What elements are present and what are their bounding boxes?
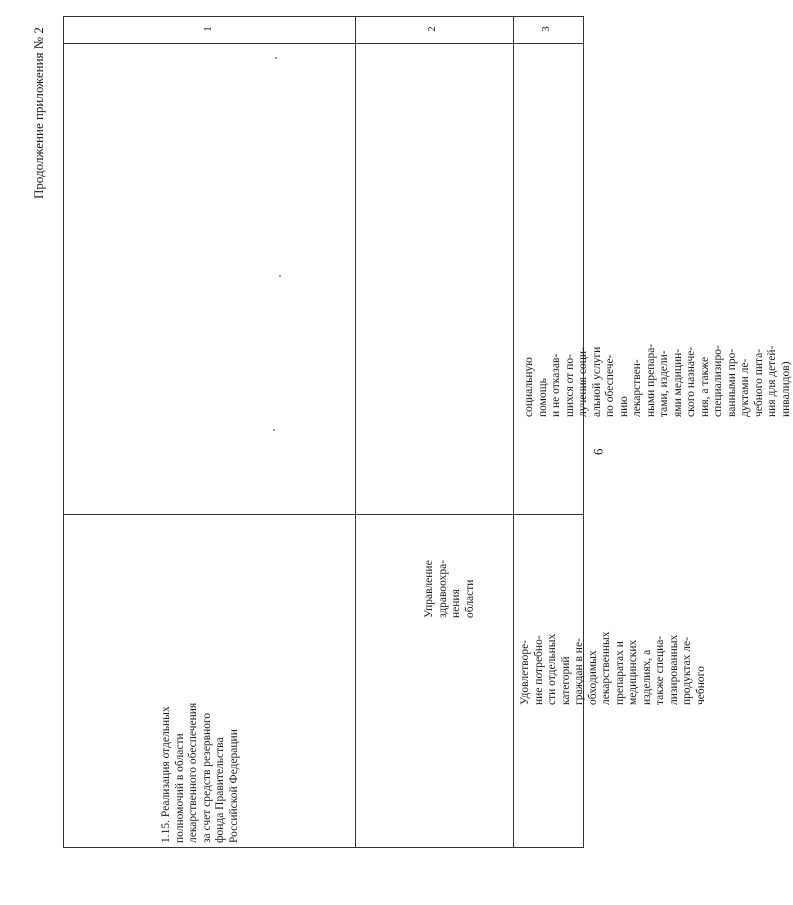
scan-speck — [275, 57, 277, 59]
column-separator — [513, 16, 514, 848]
row-separator — [63, 514, 583, 515]
column-header-2: 2 — [427, 26, 438, 32]
column-separator — [355, 16, 356, 848]
table-border-bottom — [63, 847, 583, 848]
header-row-separator — [63, 43, 583, 44]
row2-col3-text: Удовлетворе- ние потребно- сти отдельных категорий граждан в не- обходимых лекарственных препаратах и медицинских изделиях, а также специа- лизированных продуктах ле- чебного — [519, 631, 707, 705]
table-border-top — [63, 16, 583, 17]
table-border-left — [63, 16, 64, 848]
continuation-label: Продолжение приложения № 2 — [31, 27, 46, 199]
row1-col3-text: социальную помощь и не отказав- шихся от по- лучения соци- альной услуги по обеспече- нию лекарствен- ными препара- тами, издели- ями медицин- ского назначе- ния, а также специализиро- ванными про- дуктами ле- чебного пита- ния для детей- инвалидов) — [523, 343, 792, 417]
row2-col1-text: 1.15. Реализация отдельных полномочий в области лекарственного обеспечения за счет средств резервного фонда Правительства Российской Федерации — [160, 702, 240, 843]
column-header-1: 1 — [203, 26, 214, 32]
row2-col2-text: Управление здравоохра- нения области — [423, 559, 476, 618]
scan-speck — [273, 429, 275, 431]
column-header-3: 3 — [541, 26, 552, 32]
scan-speck — [279, 275, 281, 277]
page-number: 9 — [591, 448, 606, 455]
